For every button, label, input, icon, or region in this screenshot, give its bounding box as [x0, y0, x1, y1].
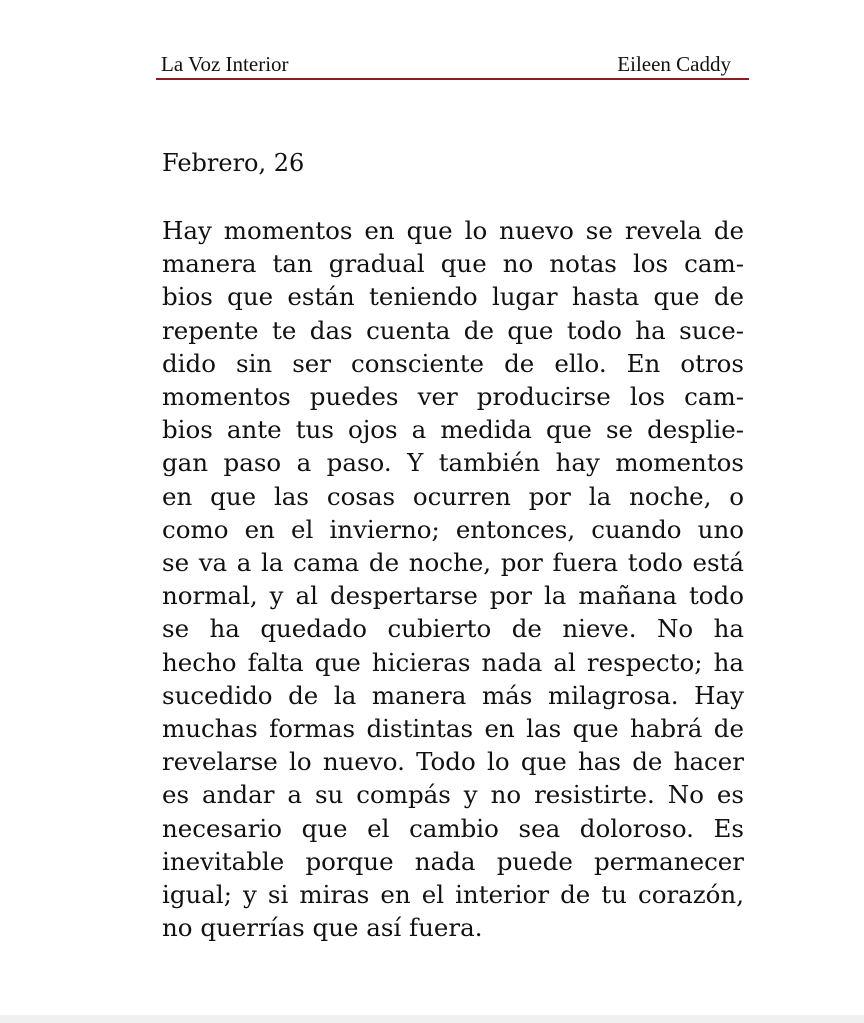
body-line: bios ante tus ojos a medida que se desplie-: [162, 415, 744, 445]
body-line: revelarse lo nuevo. Todo lo que has de hacer: [162, 747, 744, 777]
body-line: no querrías que así fuera.: [162, 913, 483, 943]
body-line: normal, y al despertarse por la mañana todo: [162, 581, 744, 611]
body-line: gan paso a paso. Y también hay momentos: [162, 448, 744, 478]
body-line: manera tan gradual que no notas los cam-: [162, 249, 744, 279]
body-line: necesario que el cambio sea doloroso. Es: [162, 813, 744, 843]
body-line: Hay momentos en que lo nuevo se revela de: [162, 216, 744, 245]
author-name: Eileen Caddy: [617, 52, 731, 76]
body-line: dido sin ser consciente de ello. En otros: [162, 348, 744, 378]
body-line: repente te das cuenta de que todo ha suce-: [162, 315, 744, 345]
page-header: [156, 50, 749, 80]
entry-body: [162, 214, 744, 944]
book-title: La Voz Interior: [161, 52, 289, 76]
body-line: bios que están teniendo lugar hasta que de: [162, 282, 744, 312]
body-line: hecho falta que hicieras nada al respecto; ha: [162, 647, 744, 677]
body-line: inevitable porque nada puede permanecer: [162, 846, 744, 876]
body-line: se va a la cama de noche, por fuera todo está: [162, 548, 744, 578]
body-line: se ha quedado cubierto de nieve. No ha: [162, 614, 744, 644]
body-line: en que las cosas ocurren por la noche, o: [162, 481, 744, 511]
body-line: sucedido de la manera más milagrosa. Hay: [162, 680, 744, 710]
entry-date: Febrero, 26: [162, 149, 305, 177]
body-line: es andar a su compás y no resistirte. No es: [162, 780, 744, 810]
body-line: igual; y si miras en el interior de tu corazón,: [162, 880, 744, 910]
body-line: muchas formas distintas en las que habrá de: [162, 714, 744, 744]
body-line: momentos puedes ver producirse los cam-: [162, 382, 744, 412]
body-line: como en el invierno; entonces, cuando uno: [162, 514, 744, 544]
page-bottom-edge: [0, 1015, 864, 1023]
